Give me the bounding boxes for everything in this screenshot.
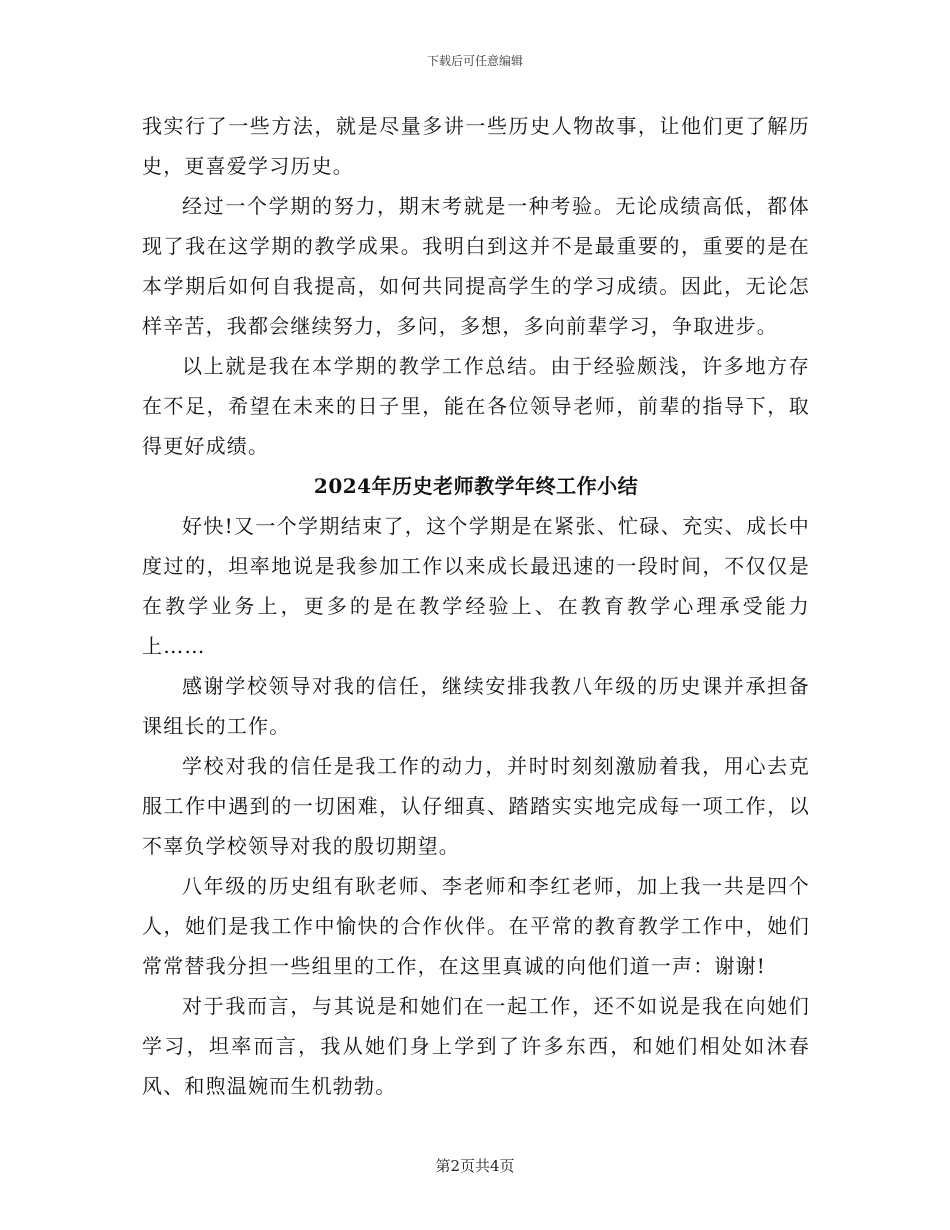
paragraph: 八年级的历史组有耿老师、李老师和李红老师，加上我一共是四个人，她们是我工作中愉快的合作伙伴。在平常的教育教学工作中，她们常常替我分担一些组里的工作，在这里真诚的向他们道一声：谢谢! <box>142 874 810 978</box>
page-number-footer: 第2页共4页 <box>435 1157 515 1175</box>
paragraph: 对于我而言，与其说是和她们在一起工作，还不如说是我在向她们学习，坦率而言，我从她们身上学到了许多东西，和她们相处如沐春风、和煦温婉而生机勃勃。 <box>142 994 810 1098</box>
paragraph: 我实行了一些方法，就是尽量多讲一些历史人物故事，让他们更了解历史，更喜爱学习历史。 <box>142 114 810 178</box>
section-title: 2024年历史老师教学年终工作小结 <box>313 474 639 498</box>
paragraph: 以上就是我在本学期的教学工作总结。由于经验颇浅，许多地方存在不足，希望在未来的日子里，能在各位领导老师，前辈的指导下，取得更好成绩。 <box>142 354 810 458</box>
paragraph: 学校对我的信任是我工作的动力，并时时刻刻激励着我，用心去克服工作中遇到的一切困难，认仔细真、踏踏实实地完成每一项工作，以不辜负学校领导对我的殷切期望。 <box>142 754 810 858</box>
paragraph: 好快!又一个学期结束了，这个学期是在紧张、忙碌、充实、成长中度过的，坦率地说是我参加工作以来成长最迅速的一段时间，不仅仅是在教学业务上，更多的是在教学经验上、在教育教学心理承受能力上…… <box>142 514 810 658</box>
paragraph: 经过一个学期的努力，期末考就是一种考验。无论成绩高低，都体现了我在这学期的教学成果。我明白到这并不是最重要的，重要的是在本学期后如何自我提高，如何共同提高学生的学习成绩。因此，无论怎样辛苦，我都会继续努力，多问，多想，多向前辈学习，争取进步。 <box>142 194 810 338</box>
document-body <box>142 106 810 1106</box>
page-header-note: 下载后可任意编辑 <box>426 54 523 68</box>
paragraph: 感谢学校领导对我的信任，继续安排我教八年级的历史课并承担备课组长的工作。 <box>142 674 810 738</box>
